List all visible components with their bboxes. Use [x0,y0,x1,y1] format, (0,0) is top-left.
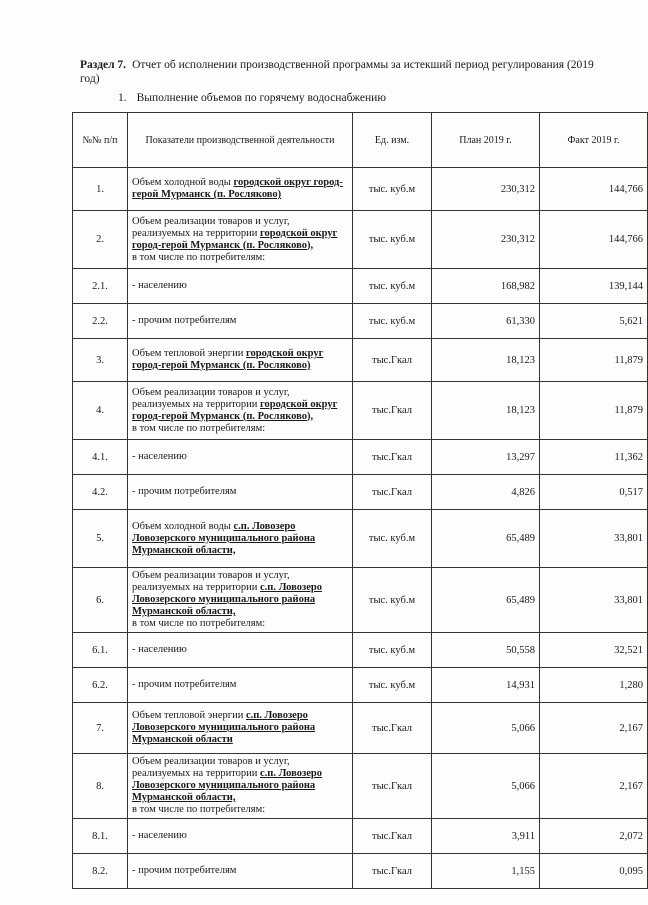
table-row [73,269,648,304]
row-indicator [128,440,353,475]
row-indicator [128,510,353,568]
row-number: 8.2. [73,854,128,889]
row-unit: тыс. куб.м [353,168,432,211]
row-indicator [128,168,353,211]
row-fact-value: 0,095 [540,854,648,889]
subsection-title [118,92,386,104]
row-fact-value: 11,879 [540,339,648,382]
col-header-indicator: Показатели производственной деятельности [128,113,353,168]
row-unit: тыс.Гкал [353,475,432,510]
row-indicator [128,819,353,854]
table-row [73,754,648,819]
row-number: 3. [73,339,128,382]
table-header-row [73,113,648,168]
performance-table [72,112,648,889]
territory-name: с.п. Ловозеро Ловозерского муниципального района Мурманской области [132,710,316,745]
row-unit: тыс.Гкал [353,339,432,382]
table-row [73,703,648,754]
territory-name: с.п. Ловозеро Ловозерского муниципального района Мурманской области, [132,520,316,556]
row-plan-value: 4,826 [432,475,540,510]
row-plan-value: 5,066 [432,754,540,819]
row-indicator [128,304,353,339]
indicator-note: в том числе по потребителям: [132,251,266,263]
col-header-plan: План 2019 г. [432,113,540,168]
indicator-text: Объем реализации товаров и услуг, реализуемых на территории [132,386,290,410]
row-fact-value: 5,621 [540,304,648,339]
row-fact-value: 144,766 [540,168,648,211]
indicator-text: - прочим потребителям [132,679,237,690]
row-fact-value: 11,362 [540,440,648,475]
row-unit: тыс. куб.м [353,633,432,668]
indicator-text: Объем реализации товаров и услуг, реализуемых на территории [132,756,290,779]
col-header-fact: Факт 2019 г. [540,113,648,168]
row-indicator [128,211,353,269]
row-number: 4. [73,382,128,440]
row-number: 2.2. [73,304,128,339]
col-header-unit: Ед. изм. [353,113,432,168]
row-indicator [128,703,353,754]
table-row [73,633,648,668]
row-indicator [128,854,353,889]
row-fact-value: 11,879 [540,382,648,440]
row-plan-value: 18,123 [432,382,540,440]
row-plan-value: 230,312 [432,168,540,211]
row-fact-value: 144,766 [540,211,648,269]
territory-name: городской округ город-герой Мурманск (п. Росляково), [132,227,338,251]
indicator-text: Объем холодной воды [132,520,234,532]
row-indicator [128,382,353,440]
table-row [73,568,648,633]
indicator-text: - населению [132,280,187,291]
indicator-text: Объем тепловой энергии [132,710,246,721]
territory-name: городской округ город-герой Мурманск (п. Росляково) [132,348,324,371]
row-unit: тыс. куб.м [353,568,432,633]
row-indicator [128,754,353,819]
row-plan-value: 61,330 [432,304,540,339]
row-number: 5. [73,510,128,568]
row-indicator [128,668,353,703]
section-header [80,58,600,86]
row-number: 6.2. [73,668,128,703]
row-plan-value: 1,155 [432,854,540,889]
row-number: 7. [73,703,128,754]
indicator-text: - населению [132,644,187,655]
row-plan-value: 5,066 [432,703,540,754]
row-unit: тыс.Гкал [353,819,432,854]
territory-name: с.п. Ловозеро Ловозерского муниципального района Мурманской области, [132,768,322,803]
table-row [73,475,648,510]
row-number: 6. [73,568,128,633]
indicator-note: в том числе по потребителям: [132,804,266,815]
section-label: Раздел 7. [80,59,127,71]
row-indicator [128,568,353,633]
row-fact-value: 2,072 [540,819,648,854]
section-title: Отчет об исполнении производственной программы за истекший период регулирования (2019 год) [80,59,594,85]
row-fact-value: 33,801 [540,510,648,568]
table-row [73,510,648,568]
row-plan-value: 65,489 [432,568,540,633]
indicator-text: - населению [132,830,187,841]
row-plan-value: 18,123 [432,339,540,382]
row-plan-value: 230,312 [432,211,540,269]
table-row [73,211,648,269]
table-row [73,819,648,854]
row-fact-value: 1,280 [540,668,648,703]
row-unit: тыс. куб.м [353,510,432,568]
table-row [73,168,648,211]
indicator-text: - прочим потребителям [132,865,237,876]
row-number: 8.1. [73,819,128,854]
indicator-text: - прочим потребителям [132,486,237,497]
row-unit: тыс.Гкал [353,703,432,754]
row-number: 4.2. [73,475,128,510]
subsection-number: 1. [118,92,127,104]
row-number: 6.1. [73,633,128,668]
row-plan-value: 13,297 [432,440,540,475]
row-indicator [128,633,353,668]
row-plan-value: 65,489 [432,510,540,568]
row-fact-value: 139,144 [540,269,648,304]
row-fact-value: 2,167 [540,754,648,819]
indicator-text: Объем холодной воды [132,177,234,188]
table-row [73,339,648,382]
indicator-text: Объем тепловой энергии [132,348,246,359]
territory-name: городской округ город-герой Мурманск (п. Росляково), [132,398,338,422]
indicator-note: в том числе по потребителям: [132,618,266,629]
row-fact-value: 0,517 [540,475,648,510]
table-row [73,382,648,440]
row-number: 2. [73,211,128,269]
indicator-text: Объем реализации товаров и услуг, реализуемых на территории [132,215,290,239]
row-plan-value: 50,558 [432,633,540,668]
indicator-text: - населению [132,451,187,462]
row-plan-value: 14,931 [432,668,540,703]
row-fact-value: 33,801 [540,568,648,633]
row-indicator [128,475,353,510]
table-row [73,440,648,475]
territory-name: с.п. Ловозеро Ловозерского муниципального района Мурманской области, [132,582,322,617]
indicator-text: Объем реализации товаров и услуг, реализуемых на территории [132,570,290,593]
col-header-no: №№ п/п [73,113,128,168]
row-fact-value: 2,167 [540,703,648,754]
row-unit: тыс.Гкал [353,754,432,819]
territory-name: городской округ город-герой Мурманск (п. Росляково) [132,177,343,200]
row-number: 1. [73,168,128,211]
row-unit: тыс.Гкал [353,382,432,440]
row-fact-value: 32,521 [540,633,648,668]
row-plan-value: 3,911 [432,819,540,854]
row-unit: тыс.Гкал [353,440,432,475]
row-indicator [128,269,353,304]
row-number: 2.1. [73,269,128,304]
indicator-note: в том числе по потребителям: [132,422,266,434]
row-indicator [128,339,353,382]
row-unit: тыс. куб.м [353,269,432,304]
row-plan-value: 168,982 [432,269,540,304]
subsection-text: Выполнение объемов по горячему водоснабжению [136,92,386,104]
table-row [73,304,648,339]
table-row [73,854,648,889]
row-unit: тыс. куб.м [353,668,432,703]
row-unit: тыс. куб.м [353,304,432,339]
row-unit: тыс.Гкал [353,854,432,889]
row-number: 4.1. [73,440,128,475]
indicator-text: - прочим потребителям [132,315,237,326]
table-row [73,668,648,703]
row-number: 8. [73,754,128,819]
row-unit: тыс. куб.м [353,211,432,269]
